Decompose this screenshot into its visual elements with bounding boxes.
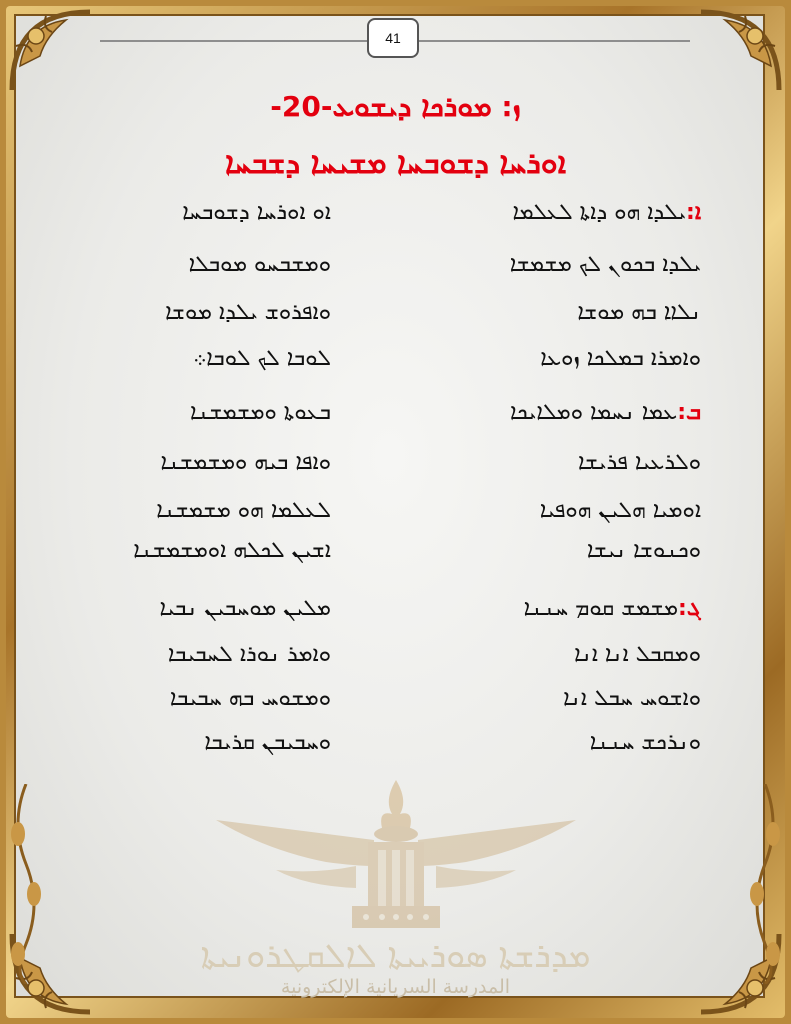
verse-line: ܘܡܩܒܠ ܐܢܐ ܐܢܐ bbox=[574, 642, 701, 667]
verse-line: ܐܫܝܢ ܠܟܠܗ ܐܘܡܫܡܫܢܐ bbox=[133, 538, 331, 563]
verse-line: ܘܠܪܥܝܐ ܦܪܝܫܐ bbox=[577, 450, 701, 475]
verse-line: ܠܘܒܐ ܠܟ ܠܘܒܐ܀ bbox=[193, 346, 331, 371]
school-name-arabic: المدرسة السريانية الإلكترونية bbox=[280, 976, 511, 998]
verse-line: ܘܡܫܒܚܘ ܡܘܒܠܐ bbox=[188, 252, 331, 277]
verse-line: ܘܚܒܝܒܢ ܩܪܝܒܐ bbox=[204, 730, 331, 755]
verse-line: ܢܠܐܐ ܒܗ ܡܘܫܐ bbox=[577, 300, 701, 325]
verse-line: ܓ:ܡܫܡܫ ܩܘܡ ܚܢܢܐ bbox=[523, 596, 701, 621]
school-name-syriac: ܡܕܪܫܬܐ ܣܘܪܝܝܬܐ ܠܐܠܩܛܪܘܢܝܬܐ bbox=[200, 936, 591, 976]
verse-line: ܠܥܠܡܐ ܗܘ ܡܫܡܫܢܐ bbox=[156, 498, 331, 523]
hymn-number: 20 bbox=[281, 90, 321, 123]
winged-emblem-icon bbox=[206, 770, 586, 940]
stanza-mark: ܐ: bbox=[686, 200, 701, 225]
verse-line: ܝܠܕܐ ܒܟܘܢ ܠܟ ܡܫܡܫܐ bbox=[509, 252, 701, 277]
verse-line: ܐ:ܝܠܕܐ ܗܘ ܕܐܬܐ ܠܥܠܡܐ bbox=[512, 200, 701, 225]
hymn-title-text: ܙ: ܡܘܪܟܐ ܕܝܫܘܥ- bbox=[320, 90, 521, 123]
verse-line: ܘܐܡܪܐ ܒܡܠܟܐ ܙܘܥܐ bbox=[540, 346, 701, 371]
corner-ornament-icon bbox=[695, 6, 785, 96]
verse-line: ܐܘ ܐܘܪܚܐ ܕܫܘܒܚܐ bbox=[182, 200, 331, 225]
verse-line: ܘܡܫܘܚ ܒܗ ܚܒܝܒܐ bbox=[169, 686, 331, 711]
stanza-mark: ܓ: bbox=[678, 596, 701, 621]
verse-line: ܘܐܫܘܚ ܚܒܠ ܐܢܐ bbox=[563, 686, 701, 711]
corner-ornament-icon bbox=[6, 6, 96, 96]
verse-line: ܘܢܪܟܫ ܚܢܢܐ bbox=[589, 730, 701, 755]
hymn-title: ܙ: ܡܘܪܟܐ ܕܝܫܘܥ-20- bbox=[270, 90, 521, 123]
verse-line: ܒܥܘܬܐ ܘܡܫܡܫܢܐ bbox=[189, 400, 331, 425]
verse-line: ܘܐܦܪܘܫ ܝܠܕܐ ܡܘܫܐ bbox=[165, 300, 331, 325]
verse-line: ܡܠܝܢ ܡܘܚܒܝܢ ܢܒܝܐ bbox=[159, 596, 331, 621]
verse-line: ܘܐܡܪ ܢܘܪܐ ܠܚܒܝܒܐ bbox=[167, 642, 331, 667]
verse-line: ܒ:ܥܡܐ ܢܚܡܐ ܘܡܠܐܝܟܐ bbox=[509, 400, 701, 425]
stanza-mark: ܒ: bbox=[677, 400, 701, 425]
verse-line: ܘܟܢܘܫܐ ܢܝܫܐ bbox=[586, 538, 701, 563]
verse-line: ܐܘܡܝܐ ܗܠܝܢ ܗܘܦܝܐ bbox=[539, 498, 701, 523]
page-number: 41 bbox=[367, 18, 419, 58]
hymn-subtitle: ܐܘܪܚܐ ܕܫܘܒܚܐ ܡܫܝܚܐ ܕܫܒܚܐ bbox=[224, 146, 567, 181]
verse-line: ܘܐܦܐ ܒܝܗ ܘܡܫܡܫܢܐ bbox=[160, 450, 331, 475]
